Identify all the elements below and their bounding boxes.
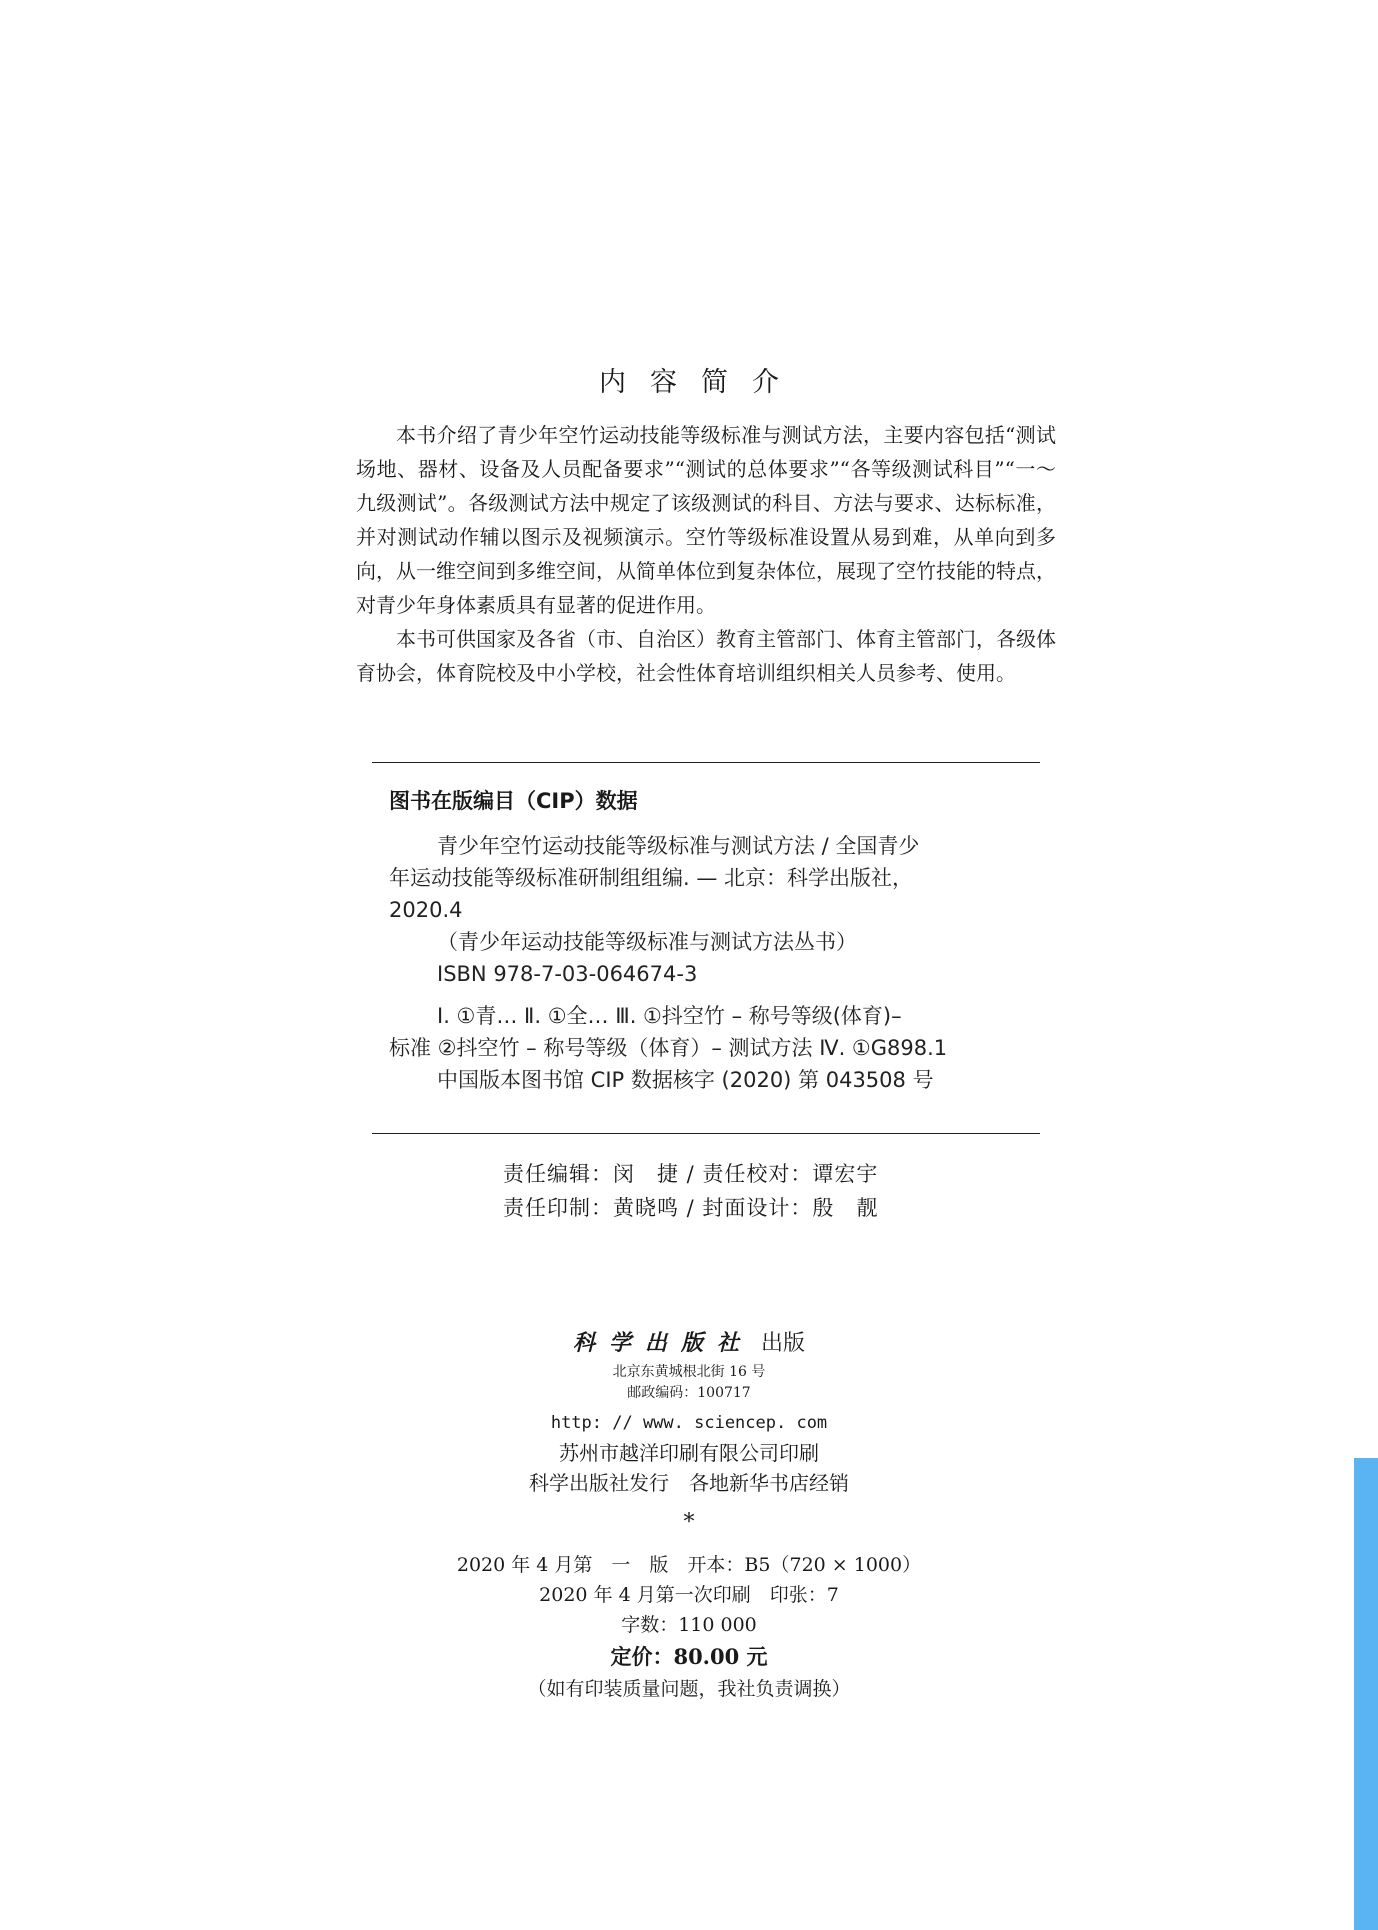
printing-line: 2020 年 4 月第一次印刷 印张：7 xyxy=(539,1584,839,1606)
cip-bottom-rule xyxy=(372,1133,1040,1134)
publisher-postcode: 邮政编码：100717 xyxy=(627,1385,751,1401)
word-count: 字数：110 000 xyxy=(621,1614,757,1636)
cip-line-1: 青少年空竹运动技能等级标准与测试方法 / 全国青少 xyxy=(437,834,920,858)
content-summary xyxy=(356,418,1056,690)
editor-line-1: 责任编辑：闵 捷 / 责任校对：谭宏宇 xyxy=(503,1162,879,1186)
editor-credits xyxy=(503,1157,878,1225)
separator-asterisk: * xyxy=(683,1510,695,1535)
publisher-address: 北京东黄城根北街 16 号 xyxy=(612,1364,766,1380)
publisher-suffix: 出版 xyxy=(761,1331,806,1356)
cip-isbn: ISBN 978-7-03-064674-3 xyxy=(437,962,698,986)
cip-line-7: 标准 ②抖空竹 – 称号等级（体育）– 测试方法 Ⅳ. ①G898.1 xyxy=(389,1036,948,1060)
publisher-block xyxy=(0,1325,1378,1540)
cip-line-2: 年运动技能等级标准研制组组编. — 北京：科学出版社， xyxy=(389,866,914,890)
edition-specs xyxy=(0,1550,1378,1704)
price: 定价：80.00 元 xyxy=(610,1644,768,1669)
cip-record xyxy=(389,830,1039,1096)
printer-line: 苏州市越洋印刷有限公司印刷 xyxy=(559,1441,819,1465)
summary-paragraph-2: 本书可供国家及各省（市、自治区）教育主管部门、体育主管部门，各级体育协会，体育院校及中小学校，社会性体育培训组织相关人员参考、使用。 xyxy=(356,627,1056,685)
edition-line: 2020 年 4 月第 一 版 开本：B5（720 × 1000） xyxy=(456,1554,922,1576)
distribution-line: 科学出版社发行 各地新华书店经销 xyxy=(529,1471,849,1495)
editor-line-2: 责任印制：黄晓鸣 / 封面设计：殷 靓 xyxy=(503,1196,879,1220)
cip-top-rule xyxy=(372,762,1040,763)
publisher-url: http: // www. sciencep. com xyxy=(550,1413,828,1433)
cip-heading: 图书在版编目（CIP）数据 xyxy=(389,789,638,813)
cip-line-3: 2020.4 xyxy=(389,898,463,922)
cip-line-4: （青少年运动技能等级标准与测试方法丛书） xyxy=(437,930,857,954)
quality-notice: （如有印装质量问题，我社负责调换） xyxy=(527,1678,851,1700)
section-title: 内容简介 xyxy=(599,367,803,398)
cip-line-6: Ⅰ. ①青… Ⅱ. ①全… Ⅲ. ①抖空竹 – 称号等级(体育)– xyxy=(437,1004,902,1028)
cip-data-number: 中国版本图书馆 CIP 数据核字 (2020) 第 043508 号 xyxy=(437,1068,934,1092)
publisher-name-line xyxy=(0,1325,1378,1362)
summary-paragraph-1: 本书介绍了青少年空竹运动技能等级标准与测试方法，主要内容包括“测试场地、器材、设备及人员配备要求”“测试的总体要求”“各等级测试科目”“一～九级测试”。各级测试方法中规定了该级测试的科目、方法与要求、达标标准，并对测试动作辅以图示及视频演示。空竹等级标准设置从易到难，从单向到多向，从一维空间到多维空间，从简单体位到复杂体位，展现了空竹技能的特点，对青少年身体素质具有显著的促进作用。 xyxy=(356,423,1056,617)
publisher-logo-text: 科学出版社 xyxy=(572,1330,753,1356)
